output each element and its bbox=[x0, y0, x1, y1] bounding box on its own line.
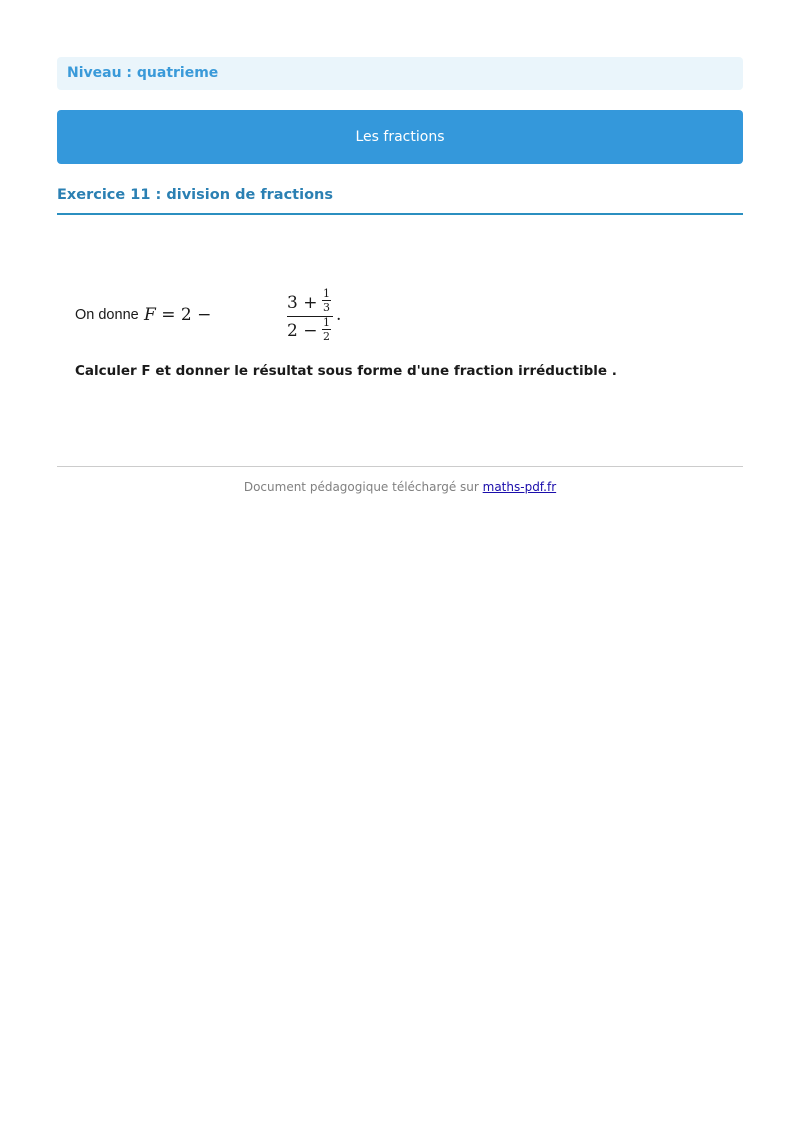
statement-line bbox=[75, 285, 735, 347]
formula-denominator bbox=[287, 321, 317, 341]
numerator-frac-bottom: 3 bbox=[323, 301, 330, 314]
footer bbox=[57, 480, 743, 494]
numerator-frac-top: 1 bbox=[323, 287, 330, 300]
denominator-frac-bottom: 2 bbox=[323, 330, 330, 343]
footer-divider bbox=[57, 466, 743, 467]
denominator-fraction bbox=[322, 317, 331, 342]
formula-lhs bbox=[144, 305, 211, 325]
denominator-frac-top: 1 bbox=[323, 316, 330, 329]
formula-numerator bbox=[287, 293, 317, 313]
numerator-fraction bbox=[322, 288, 331, 313]
formula-lhs-rest: = 2 − bbox=[155, 305, 212, 325]
exercise-title bbox=[57, 185, 743, 215]
chapter-banner bbox=[57, 110, 743, 164]
footer-text: Document pédagogique téléchargé sur bbox=[243, 480, 483, 494]
denominator-whole: 2 − bbox=[287, 321, 318, 341]
formula-end: . bbox=[336, 305, 342, 325]
formula bbox=[144, 285, 344, 347]
chapter-title: Les fractions bbox=[355, 129, 445, 145]
level-text: Niveau : quatrieme bbox=[67, 65, 219, 81]
formula-variable: F bbox=[144, 305, 156, 325]
exercise-content bbox=[75, 285, 735, 379]
level-label bbox=[57, 57, 743, 90]
exercise-title-text: Exercice 11 : division de fractions bbox=[57, 187, 333, 203]
footer-link[interactable]: maths-pdf.fr bbox=[482, 480, 557, 494]
statement-intro: On donne bbox=[75, 307, 139, 323]
exercise-question: Calculer F et donner le résultat sous forme d'une fraction irréductible . bbox=[75, 363, 617, 379]
numerator-whole: 3 + bbox=[287, 293, 318, 313]
